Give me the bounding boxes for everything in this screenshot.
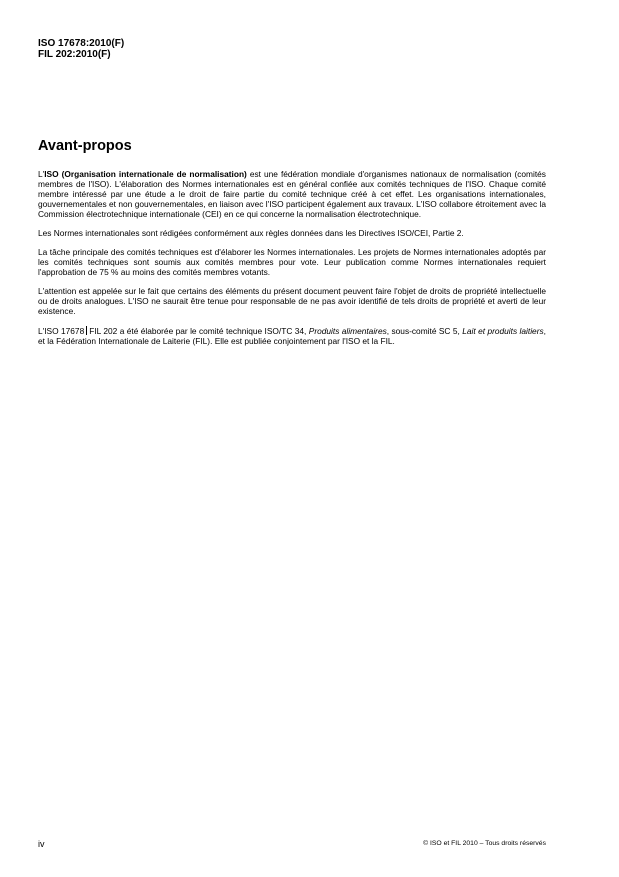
foreword-body	[38, 170, 546, 357]
p5-subcommittee-name: Lait et produits laitiers	[462, 326, 544, 337]
paragraph-preparation	[38, 326, 546, 347]
document-header	[38, 38, 124, 60]
separator-bar	[86, 326, 87, 335]
standard-reference-fil: FIL 202:2010(F)	[38, 49, 111, 60]
paragraph-iso-description	[38, 170, 546, 220]
p5-text-2: , sous-comité SC 5,	[386, 326, 463, 337]
p5-text-1: FIL 202 a été élaborée par le comité technique ISO/TC 34,	[89, 326, 309, 337]
p1-prefix: L'	[38, 169, 45, 179]
p5-text-3: , et la Fédération Internationale de Laiterie (FIL). Elle est publiée conjointement par l'ISO et la FIL.	[38, 326, 546, 347]
p5-committee-name: Produits alimentaires	[308, 326, 387, 337]
paragraph-technical-committees: La tâche principale des comités techniques est d'élaborer les Normes internationales. Les projets de Normes internationales adoptés par les comités techniques sont soumis aux comités membres pour vote. Leur publication comme Normes internationales requiert l'approbation de 75 % au moins des comités membres votants.	[38, 247, 546, 278]
standard-reference-iso: ISO 17678:2010(F)	[38, 38, 125, 49]
page-number: iv	[38, 839, 45, 849]
page-title: Avant-propos	[38, 138, 132, 154]
p1-iso-name: ISO (Organisation internationale de normalisation)	[44, 169, 247, 179]
paragraph-patent-rights: L'attention est appelée sur le fait que certains des éléments du présent document peuvent faire l'objet de droits de propriété intellectuelle ou de droits analogues. L'ISO ne saurait être tenue pour responsable de ne pas avoir identifié de tels droits de propriété et averti de leur existence.	[38, 286, 546, 317]
copyright-notice: © ISO et FIL 2010 – Tous droits réservés	[423, 840, 546, 847]
p1-text: est une fédération mondiale d'organismes nationaux de normalisation (comités membres de l'ISO). L'élaboration des Normes internationales est en général confiée aux comités techniques de l'ISO. Chaque comité membre intéressé par une étude a le droit de faire partie du comité technique créé à cet effet. Les organisations internationales, gouvernementales et non gouvernementales, en liaison avec l'ISO participent également aux travaux. L'ISO collabore étroitement avec la Commission électrotechnique internationale (CEI) en ce qui concerne la normalisation électrotechnique.	[38, 169, 546, 219]
paragraph-directives: Les Normes internationales sont rédigées conformément aux règles données dans les Directives ISO/CEI, Partie 2.	[38, 227, 464, 238]
p5-standard: L'ISO 17678	[38, 326, 85, 337]
